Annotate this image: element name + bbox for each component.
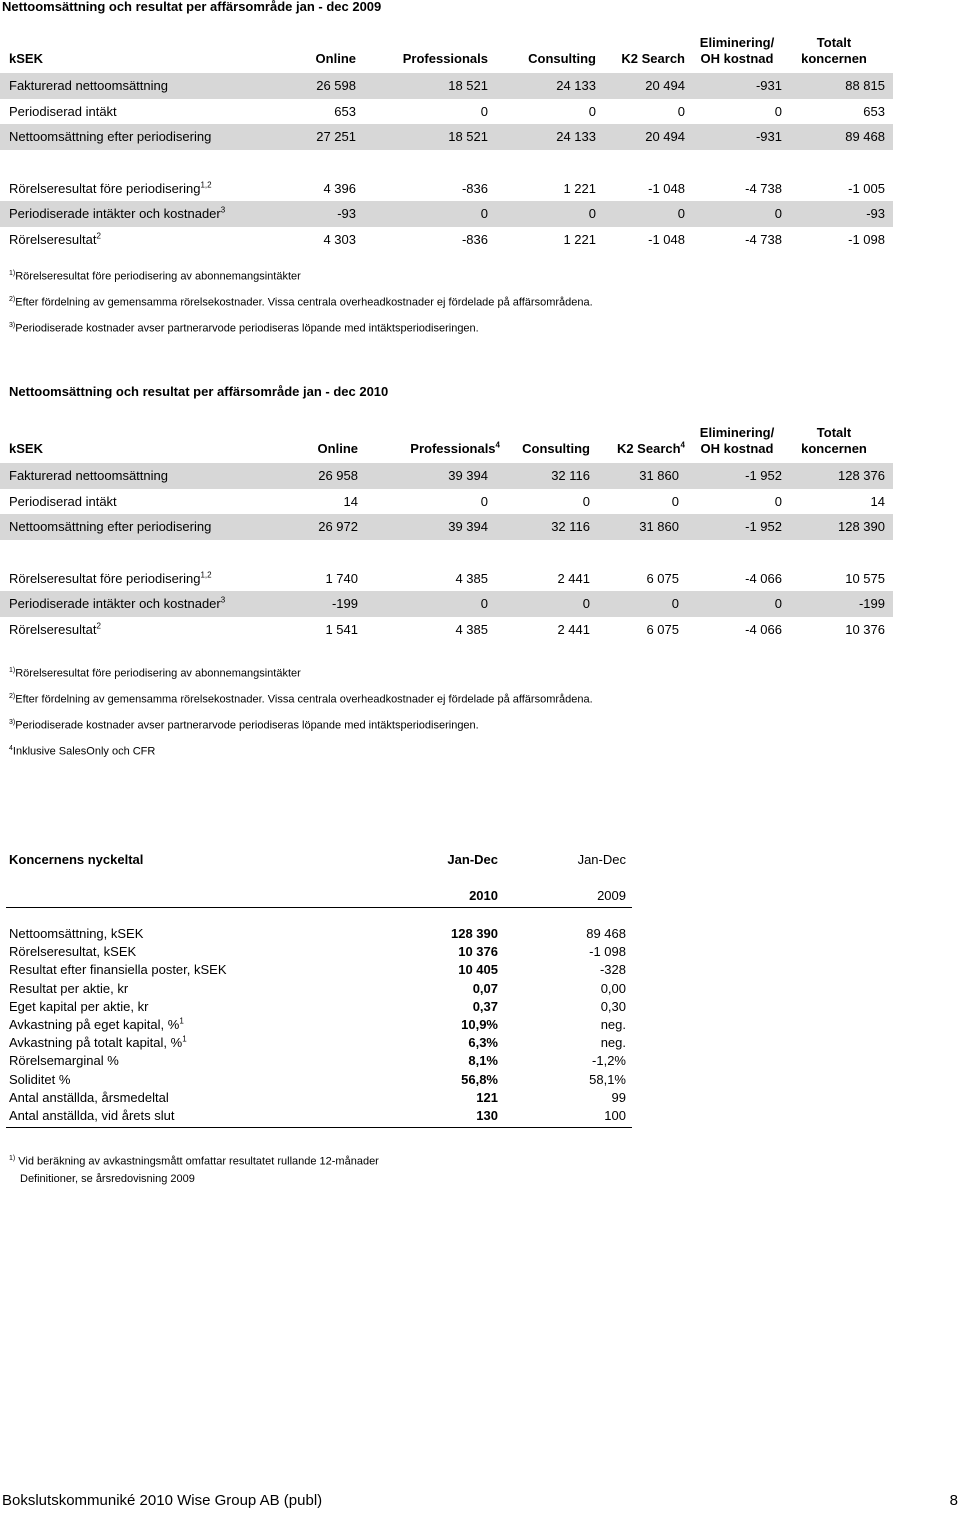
footnote: $^{2)}$Efter fördelning av gemensamma rörelsekostnader. Vissa centrala overheadkostnader ej fördelade på affärsområdena. — [9, 296, 593, 309]
table-cell: 10 575 — [845, 570, 885, 586]
table-cell: 0 — [774, 493, 782, 509]
kpi-value-2009: -328 — [599, 962, 626, 978]
table-header — [0, 409, 893, 457]
kpi-value-2009: 0,00 — [600, 980, 626, 996]
table-cell: 39 394 — [448, 468, 488, 483]
col-k2: K2 Search — [621, 51, 685, 66]
table-cell: 31 860 — [639, 468, 679, 483]
table-cell: 0 — [480, 596, 488, 612]
table-cell: 32 116 — [551, 468, 590, 483]
table-cell: 0 — [677, 103, 685, 119]
kpi-label: Avkastning på totalt kapital, %$^1$ — [9, 1034, 187, 1051]
kpi-row — [0, 998, 632, 1016]
kpi-row — [0, 1071, 632, 1089]
kpi-value-2009: 0,30 — [600, 998, 626, 1014]
table-cell: -93 — [337, 206, 356, 222]
col-ksek: kSEK — [9, 51, 43, 66]
row-label: Nettoomsättning efter periodisering — [9, 129, 212, 145]
table-cell: -931 — [755, 129, 782, 145]
table-row — [0, 73, 893, 99]
table-cell: 20 494 — [645, 129, 685, 145]
table-cell: 1 740 — [325, 570, 358, 586]
kpi-row — [0, 1089, 632, 1107]
table-cell: 4 385 — [455, 570, 488, 586]
footnote: $^{1)}$Rörelseresultat före periodisering av abonnemangsintäkter — [9, 667, 301, 680]
kpi-value-2009: neg. — [600, 1035, 626, 1051]
kpi-label: Resultat per aktie, kr — [9, 980, 129, 996]
col-professionals: Professionals — [402, 51, 488, 66]
kpi-value-2009: 99 — [611, 1089, 626, 1105]
table-cell: 26 958 — [318, 468, 358, 483]
kpi-label: Antal anställda, vid årets slut — [9, 1108, 175, 1123]
table-cell: 1 541 — [325, 622, 358, 638]
table-cell: -4 066 — [745, 570, 782, 586]
col-total: Totalt koncernen — [801, 425, 867, 456]
col-online: Online — [315, 51, 356, 66]
kpi-label: Eget kapital per aktie, kr — [9, 998, 149, 1014]
kpi-value-2010: 128 390 — [451, 926, 498, 941]
col-professionals: Professionals$^4$ — [410, 440, 500, 456]
row-label: Fakturerad nettoomsättning — [9, 468, 168, 483]
table-cell: 4 396 — [323, 180, 356, 196]
table-row — [0, 201, 893, 227]
table-cell: -836 — [461, 232, 488, 248]
row-label: Periodiserade intäkter och kostnader$^3$ — [9, 206, 226, 222]
kpi-divider-bottom — [6, 1127, 632, 1128]
table-cell: 653 — [863, 103, 885, 119]
row-label: Nettoomsättning efter periodisering — [9, 519, 212, 535]
table-row — [0, 463, 893, 489]
kpi-col1-year: 2010 — [469, 888, 498, 903]
table-cell: 4 303 — [323, 232, 356, 248]
table-cell: 18 521 — [448, 78, 488, 93]
table-cell: 0 — [677, 206, 685, 222]
kpi-value-2010: 130 — [476, 1108, 498, 1123]
kpi-label: Antal anställda, årsmedeltal — [9, 1089, 169, 1105]
table-cell: 2 441 — [557, 570, 590, 586]
kpi-col1-header: Jan-Dec — [447, 852, 498, 867]
col-elim: Eliminering/ OH kostnad — [699, 35, 775, 66]
table-cell: 0 — [671, 596, 679, 612]
table-cell: 0 — [480, 493, 488, 509]
kpi-label: Rörelseresultat, kSEK — [9, 944, 137, 960]
table-cell: 26 598 — [316, 78, 356, 93]
row-label: Periodiserad intäkt — [9, 103, 117, 119]
table-cell: -4 738 — [745, 180, 782, 196]
table-cell: 0 — [582, 493, 590, 509]
kpi-footnote-2: Definitioner, se årsredovisning 2009 — [20, 1173, 195, 1185]
kpi-value-2010: 10 376 — [458, 944, 498, 960]
table-2009-title: Nettoomsättning och resultat per affärsområde jan - dec 2009 — [2, 0, 382, 14]
kpi-value-2010: 10,9% — [461, 1017, 498, 1032]
row-label: Periodiserad intäkt — [9, 493, 117, 509]
kpi-title: Koncernens nyckeltal — [9, 852, 144, 867]
table-cell: 653 — [334, 103, 356, 119]
table-cell: -4 066 — [745, 622, 782, 638]
kpi-value-2010: 6,3% — [468, 1035, 498, 1051]
row-label: Rörelseresultat före periodisering$^{1,2}$ — [9, 180, 212, 196]
kpi-value-2010: 8,1% — [468, 1053, 498, 1069]
table-row — [0, 124, 893, 150]
table-cell: 128 390 — [838, 519, 885, 535]
kpi-value-2010: 56,8% — [461, 1071, 498, 1087]
table-cell: 128 376 — [838, 468, 885, 483]
kpi-value-2009: 100 — [604, 1108, 626, 1123]
kpi-row — [0, 1052, 632, 1070]
row-label: Rörelseresultat$^2$ — [9, 621, 101, 638]
kpi-col2-header: Jan-Dec — [577, 852, 626, 867]
table-row — [0, 514, 893, 540]
kpi-value-2010: 0,07 — [472, 980, 498, 996]
kpi-row — [0, 961, 632, 979]
table-cell: 39 394 — [448, 519, 488, 535]
table-cell: 89 468 — [845, 129, 885, 145]
kpi-value-2009: neg. — [600, 1017, 626, 1032]
table-cell: 0 — [480, 206, 488, 222]
row-label: Rörelseresultat före periodisering$^{1,2}$ — [9, 570, 212, 586]
table-cell: 4 385 — [455, 622, 488, 638]
table-cell: -1 005 — [848, 180, 885, 196]
table-cell: 10 376 — [845, 622, 885, 638]
table-cell: 0 — [774, 103, 782, 119]
kpi-value-2009: 89 468 — [586, 926, 626, 941]
table-cell: -836 — [461, 180, 488, 196]
table-cell: 88 815 — [845, 78, 885, 93]
table-cell: 18 521 — [448, 129, 488, 145]
table-cell: -199 — [858, 596, 885, 612]
table-cell: -1 048 — [648, 232, 685, 248]
table-cell: 20 494 — [645, 78, 685, 93]
row-label: Rörelseresultat$^2$ — [9, 231, 101, 248]
kpi-row — [0, 1034, 632, 1052]
table-cell: 14 — [343, 493, 358, 509]
kpi-label: Nettoomsättning, kSEK — [9, 926, 144, 941]
table-row — [0, 489, 893, 515]
table-cell: 6 075 — [646, 570, 679, 586]
kpi-footnote: $^{1)}$ Vid beräkning av avkastningsmått omfattar resultatet rullande 12-månader — [9, 1155, 379, 1168]
table-cell: 32 116 — [551, 519, 590, 535]
kpi-value-2009: -1,2% — [592, 1053, 626, 1069]
row-spacer — [0, 540, 893, 566]
table-cell: -1 952 — [745, 468, 782, 483]
table-cell: 27 251 — [316, 129, 356, 145]
table-cell: -199 — [331, 596, 358, 612]
kpi-col2-year: 2009 — [597, 888, 626, 903]
table-2010-title: Nettoomsättning och resultat per affärsområde jan - dec 2010 — [9, 384, 389, 399]
row-label: Periodiserade intäkter och kostnader$^3$ — [9, 596, 226, 612]
table-cell: 24 133 — [556, 129, 596, 145]
kpi-label: Resultat efter finansiella poster, kSEK — [9, 962, 227, 978]
table-cell: 0 — [588, 103, 596, 119]
table-cell: 0 — [582, 596, 590, 612]
table-cell: 31 860 — [639, 519, 679, 535]
kpi-label: Avkastning på eget kapital, %$^1$ — [9, 1016, 184, 1032]
col-total: Totalt koncernen — [801, 35, 867, 66]
kpi-value-2010: 0,37 — [472, 998, 498, 1014]
footnote: $^{3)}$Periodiserade kostnader avser partnerarvode periodiseras löpande med intäktsperiodiseringen. — [9, 322, 479, 335]
kpi-row — [0, 943, 632, 961]
footnote: $^4$Inklusive SalesOnly och CFR — [9, 745, 156, 758]
table-cell: 1 221 — [563, 180, 596, 196]
table-cell: 2 441 — [557, 622, 590, 638]
table-cell: 1 221 — [563, 232, 596, 248]
table-cell: -4 738 — [745, 232, 782, 248]
row-spacer — [0, 150, 893, 176]
kpi-label: Rörelsemarginal % — [9, 1053, 119, 1069]
table-header — [0, 13, 893, 67]
table-row — [0, 176, 893, 202]
table-cell: 0 — [671, 493, 679, 509]
table-cell: -1 048 — [648, 180, 685, 196]
kpi-value-2010: 10 405 — [458, 962, 498, 978]
table-2010 — [0, 409, 893, 643]
table-cell: 14 — [870, 493, 885, 509]
kpi-row — [0, 980, 632, 998]
col-k2: K2 Search$^4$ — [616, 440, 685, 456]
table-cell: -1 952 — [745, 519, 782, 535]
table-row — [0, 617, 893, 643]
table-row — [0, 566, 893, 592]
col-consulting: Consulting — [522, 441, 590, 456]
table-cell: -931 — [755, 78, 782, 93]
col-consulting: Consulting — [528, 51, 596, 66]
page-number: 8 — [949, 1492, 958, 1509]
kpi-row — [0, 1107, 632, 1125]
kpi-row — [0, 1016, 632, 1034]
table-cell: 0 — [774, 206, 782, 222]
col-online: Online — [317, 441, 358, 456]
kpi-row — [0, 925, 632, 943]
footer-title: Bokslutskommuniké 2010 Wise Group AB (publ) — [2, 1492, 323, 1509]
table-2009 — [0, 13, 893, 253]
table-row — [0, 99, 893, 125]
kpi-divider-top — [6, 907, 632, 908]
kpi-label: Soliditet % — [9, 1071, 71, 1087]
table-cell: -1 098 — [848, 232, 885, 248]
footnote: $^{3)}$Periodiserade kostnader avser partnerarvode periodiseras löpande med intäktsperiodiseringen. — [9, 719, 479, 732]
col-ksek: kSEK — [9, 441, 43, 456]
table-cell: -93 — [866, 206, 885, 222]
footnote: $^{1)}$Rörelseresultat före periodisering av abonnemangsintäkter — [9, 270, 301, 283]
kpi-value-2009: -1 098 — [589, 944, 626, 960]
row-label: Fakturerad nettoomsättning — [9, 78, 168, 93]
table-cell: 26 972 — [318, 519, 358, 535]
kpi-value-2010: 121 — [476, 1089, 498, 1105]
table-cell: 6 075 — [646, 622, 679, 638]
table-cell: 24 133 — [556, 78, 596, 93]
table-row — [0, 591, 893, 617]
table-cell: 0 — [480, 103, 488, 119]
table-row — [0, 227, 893, 253]
table-cell: 0 — [588, 206, 596, 222]
table-cell: 0 — [774, 596, 782, 612]
kpi-value-2009: 58,1% — [589, 1071, 626, 1087]
col-elim: Eliminering/ OH kostnad — [699, 425, 775, 456]
footnote: $^{2)}$Efter fördelning av gemensamma rörelsekostnader. Vissa centrala overheadkostnader ej fördelade på affärsområdena. — [9, 693, 593, 706]
